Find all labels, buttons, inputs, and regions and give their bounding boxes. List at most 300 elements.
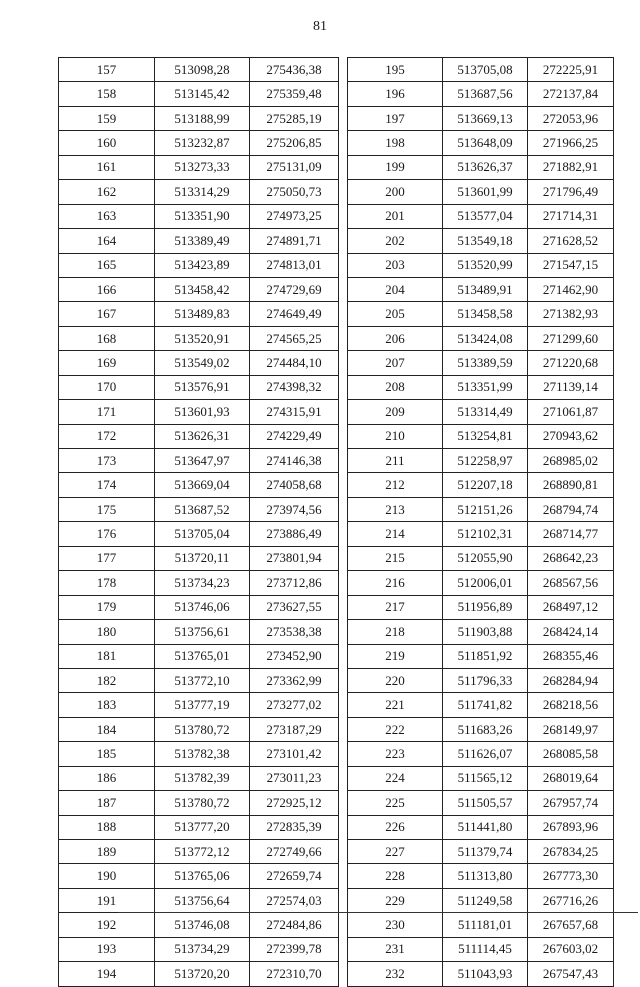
point-number-cell: 228 (348, 864, 443, 888)
y-coordinate-cell: 267957,74 (528, 791, 614, 815)
y-coordinate-cell: 273627,55 (250, 595, 339, 619)
point-number-cell: 222 (348, 717, 443, 741)
x-coordinate-cell: 513626,37 (443, 155, 528, 179)
y-coordinate-cell: 272484,86 (250, 913, 339, 937)
table-row (59, 864, 339, 888)
point-number-cell: 207 (348, 351, 443, 375)
y-coordinate-cell: 267603,02 (528, 937, 614, 961)
table-row (59, 351, 339, 375)
x-coordinate-cell: 513489,91 (443, 277, 528, 301)
point-number-cell: 187 (59, 791, 155, 815)
x-coordinate-cell: 513705,08 (443, 58, 528, 82)
y-coordinate-cell: 268794,74 (528, 497, 614, 521)
table-row (59, 620, 339, 644)
x-coordinate-cell: 513273,33 (155, 155, 250, 179)
y-coordinate-cell: 271796,49 (528, 180, 614, 204)
table-row (59, 717, 339, 741)
point-number-cell: 179 (59, 595, 155, 619)
x-coordinate-cell: 513424,08 (443, 326, 528, 350)
x-coordinate-cell: 513687,56 (443, 82, 528, 106)
y-coordinate-cell: 267834,25 (528, 840, 614, 864)
table-row (348, 571, 614, 595)
point-number-cell: 217 (348, 595, 443, 619)
table-row (348, 326, 614, 350)
y-coordinate-cell: 275359,48 (250, 82, 339, 106)
point-number-cell: 184 (59, 717, 155, 741)
table-row (59, 595, 339, 619)
x-coordinate-cell: 513780,72 (155, 791, 250, 815)
y-coordinate-cell: 267773,30 (528, 864, 614, 888)
table-row (348, 864, 614, 888)
x-coordinate-cell: 513254,81 (443, 424, 528, 448)
table-row (59, 326, 339, 350)
table-row (348, 449, 614, 473)
y-coordinate-cell: 273362,99 (250, 668, 339, 692)
y-coordinate-cell: 273974,56 (250, 497, 339, 521)
x-coordinate-cell: 511903,88 (443, 620, 528, 644)
y-coordinate-cell: 268019,64 (528, 766, 614, 790)
y-coordinate-cell: 268714,77 (528, 522, 614, 546)
y-coordinate-cell: 271966,25 (528, 131, 614, 155)
x-coordinate-cell: 513351,90 (155, 204, 250, 228)
y-coordinate-cell: 268355,46 (528, 644, 614, 668)
x-coordinate-cell: 513577,04 (443, 204, 528, 228)
point-number-cell: 219 (348, 644, 443, 668)
x-coordinate-cell: 513756,61 (155, 620, 250, 644)
x-coordinate-cell: 513626,31 (155, 424, 250, 448)
point-number-cell: 163 (59, 204, 155, 228)
point-number-cell: 169 (59, 351, 155, 375)
point-number-cell: 168 (59, 326, 155, 350)
x-coordinate-cell: 513314,29 (155, 180, 250, 204)
x-coordinate-cell: 511683,26 (443, 717, 528, 741)
table-row (348, 473, 614, 497)
x-coordinate-cell: 513520,91 (155, 326, 250, 350)
point-number-cell: 209 (348, 400, 443, 424)
table-row (59, 937, 339, 961)
x-coordinate-cell: 513720,20 (155, 962, 250, 986)
x-coordinate-cell: 513765,01 (155, 644, 250, 668)
point-number-cell: 230 (348, 913, 443, 937)
point-number-cell: 210 (348, 424, 443, 448)
point-number-cell: 183 (59, 693, 155, 717)
point-number-cell: 182 (59, 668, 155, 692)
point-number-cell: 201 (348, 204, 443, 228)
point-number-cell: 193 (59, 937, 155, 961)
x-coordinate-cell: 512102,31 (443, 522, 528, 546)
point-number-cell: 174 (59, 473, 155, 497)
point-number-cell: 224 (348, 766, 443, 790)
point-number-cell: 229 (348, 888, 443, 912)
y-coordinate-cell: 273101,42 (250, 742, 339, 766)
table-row (59, 302, 339, 326)
y-coordinate-cell: 268985,02 (528, 449, 614, 473)
y-coordinate-cell: 274813,01 (250, 253, 339, 277)
point-number-cell: 213 (348, 497, 443, 521)
point-number-cell: 162 (59, 180, 155, 204)
point-number-cell: 194 (59, 962, 155, 986)
y-coordinate-cell: 274565,25 (250, 326, 339, 350)
point-number-cell: 159 (59, 106, 155, 130)
point-number-cell: 212 (348, 473, 443, 497)
table-row (348, 155, 614, 179)
point-number-cell: 206 (348, 326, 443, 350)
y-coordinate-cell: 275436,38 (250, 58, 339, 82)
table-row (348, 277, 614, 301)
point-number-cell: 185 (59, 742, 155, 766)
table-row (59, 571, 339, 595)
x-coordinate-cell: 513489,83 (155, 302, 250, 326)
y-coordinate-cell: 271547,15 (528, 253, 614, 277)
x-coordinate-cell: 511043,93 (443, 962, 528, 986)
table-row (59, 815, 339, 839)
table-row (348, 913, 614, 937)
table-row (59, 962, 339, 986)
table-row (59, 131, 339, 155)
table-row (59, 424, 339, 448)
y-coordinate-cell: 271714,31 (528, 204, 614, 228)
point-number-cell: 170 (59, 375, 155, 399)
table-row (348, 229, 614, 253)
y-coordinate-cell: 275206,85 (250, 131, 339, 155)
y-coordinate-cell: 271139,14 (528, 375, 614, 399)
x-coordinate-cell: 512055,90 (443, 546, 528, 570)
y-coordinate-cell: 272835,39 (250, 815, 339, 839)
x-coordinate-cell: 511114,45 (443, 937, 528, 961)
table-row (59, 766, 339, 790)
x-coordinate-cell: 513232,87 (155, 131, 250, 155)
page-number: 81 (313, 19, 327, 34)
x-coordinate-cell: 513734,29 (155, 937, 250, 961)
table-row (348, 58, 614, 82)
x-coordinate-cell: 513772,10 (155, 668, 250, 692)
x-coordinate-cell: 513423,89 (155, 253, 250, 277)
table-row (348, 668, 614, 692)
page-bottom-edge (118, 912, 638, 913)
table-row (59, 180, 339, 204)
x-coordinate-cell: 512151,26 (443, 497, 528, 521)
point-number-cell: 221 (348, 693, 443, 717)
x-coordinate-cell: 513601,93 (155, 400, 250, 424)
y-coordinate-cell: 268890,81 (528, 473, 614, 497)
table-row (348, 180, 614, 204)
y-coordinate-cell: 271061,87 (528, 400, 614, 424)
table-row (348, 962, 614, 986)
x-coordinate-cell: 512006,01 (443, 571, 528, 595)
x-coordinate-cell: 513782,38 (155, 742, 250, 766)
table-row (59, 449, 339, 473)
point-number-cell: 192 (59, 913, 155, 937)
table-row (348, 497, 614, 521)
point-number-cell: 203 (348, 253, 443, 277)
x-coordinate-cell: 513549,18 (443, 229, 528, 253)
table-row (348, 742, 614, 766)
table-row (59, 204, 339, 228)
y-coordinate-cell: 270943,62 (528, 424, 614, 448)
table-row (59, 400, 339, 424)
table-row (348, 595, 614, 619)
y-coordinate-cell: 273452,90 (250, 644, 339, 668)
y-coordinate-cell: 274229,49 (250, 424, 339, 448)
table-row (59, 522, 339, 546)
point-number-cell: 199 (348, 155, 443, 179)
y-coordinate-cell: 273538,38 (250, 620, 339, 644)
x-coordinate-cell: 513705,04 (155, 522, 250, 546)
table-row (59, 253, 339, 277)
y-coordinate-cell: 274398,32 (250, 375, 339, 399)
y-coordinate-cell: 274729,69 (250, 277, 339, 301)
table-row (348, 375, 614, 399)
table-row (348, 815, 614, 839)
y-coordinate-cell: 275285,19 (250, 106, 339, 130)
x-coordinate-cell: 513765,06 (155, 864, 250, 888)
point-number-cell: 178 (59, 571, 155, 595)
x-coordinate-cell: 513734,23 (155, 571, 250, 595)
y-coordinate-cell: 268085,58 (528, 742, 614, 766)
y-coordinate-cell: 268424,14 (528, 620, 614, 644)
point-number-cell: 216 (348, 571, 443, 595)
table-row (59, 58, 339, 82)
y-coordinate-cell: 273712,86 (250, 571, 339, 595)
table-row (59, 742, 339, 766)
x-coordinate-cell: 512207,18 (443, 473, 528, 497)
y-coordinate-cell: 271220,68 (528, 351, 614, 375)
x-coordinate-cell: 511956,89 (443, 595, 528, 619)
point-number-cell: 189 (59, 840, 155, 864)
y-coordinate-cell: 272137,84 (528, 82, 614, 106)
point-number-cell: 191 (59, 888, 155, 912)
x-coordinate-cell: 513145,42 (155, 82, 250, 106)
x-coordinate-cell: 513777,19 (155, 693, 250, 717)
point-number-cell: 211 (348, 449, 443, 473)
table-row (59, 693, 339, 717)
table-row (348, 840, 614, 864)
y-coordinate-cell: 274649,49 (250, 302, 339, 326)
y-coordinate-cell: 272574,03 (250, 888, 339, 912)
y-coordinate-cell: 271382,93 (528, 302, 614, 326)
x-coordinate-cell: 513746,06 (155, 595, 250, 619)
x-coordinate-cell: 511313,80 (443, 864, 528, 888)
y-coordinate-cell: 268218,56 (528, 693, 614, 717)
table-row (348, 204, 614, 228)
x-coordinate-cell: 513777,20 (155, 815, 250, 839)
point-number-cell: 166 (59, 277, 155, 301)
table-row (348, 620, 614, 644)
x-coordinate-cell: 513669,04 (155, 473, 250, 497)
y-coordinate-cell: 271462,90 (528, 277, 614, 301)
x-coordinate-cell: 513782,39 (155, 766, 250, 790)
y-coordinate-cell: 272310,70 (250, 962, 339, 986)
y-coordinate-cell: 268497,12 (528, 595, 614, 619)
point-number-cell: 165 (59, 253, 155, 277)
y-coordinate-cell: 268567,56 (528, 571, 614, 595)
table-row (348, 253, 614, 277)
x-coordinate-cell: 513647,97 (155, 449, 250, 473)
y-coordinate-cell: 273011,23 (250, 766, 339, 790)
y-coordinate-cell: 274315,91 (250, 400, 339, 424)
table-row (59, 888, 339, 912)
table-row (348, 131, 614, 155)
y-coordinate-cell: 267657,68 (528, 913, 614, 937)
table-row (348, 693, 614, 717)
table-row (348, 766, 614, 790)
x-coordinate-cell: 513458,42 (155, 277, 250, 301)
point-number-cell: 190 (59, 864, 155, 888)
y-coordinate-cell: 272399,78 (250, 937, 339, 961)
table-row (348, 106, 614, 130)
table-row (348, 82, 614, 106)
point-number-cell: 160 (59, 131, 155, 155)
table-row (348, 351, 614, 375)
x-coordinate-cell: 511626,07 (443, 742, 528, 766)
x-coordinate-cell: 513098,28 (155, 58, 250, 82)
x-coordinate-cell: 513576,91 (155, 375, 250, 399)
table-row (348, 546, 614, 570)
x-coordinate-cell: 513389,49 (155, 229, 250, 253)
point-number-cell: 181 (59, 644, 155, 668)
table-row (59, 546, 339, 570)
x-coordinate-cell: 513648,09 (443, 131, 528, 155)
table-row (59, 913, 339, 937)
x-coordinate-cell: 513756,64 (155, 888, 250, 912)
table-row (59, 375, 339, 399)
table-row (59, 106, 339, 130)
point-number-cell: 200 (348, 180, 443, 204)
y-coordinate-cell: 274973,25 (250, 204, 339, 228)
table-row (59, 668, 339, 692)
y-coordinate-cell: 267547,43 (528, 962, 614, 986)
point-number-cell: 205 (348, 302, 443, 326)
point-number-cell: 232 (348, 962, 443, 986)
x-coordinate-cell: 513520,99 (443, 253, 528, 277)
y-coordinate-cell: 273187,29 (250, 717, 339, 741)
x-coordinate-cell: 513351,99 (443, 375, 528, 399)
point-number-cell: 164 (59, 229, 155, 253)
y-coordinate-cell: 274058,68 (250, 473, 339, 497)
y-coordinate-cell: 273277,02 (250, 693, 339, 717)
y-coordinate-cell: 274146,38 (250, 449, 339, 473)
point-number-cell: 225 (348, 791, 443, 815)
x-coordinate-cell: 511181,01 (443, 913, 528, 937)
table-row (348, 522, 614, 546)
table-row (348, 302, 614, 326)
x-coordinate-cell: 511505,57 (443, 791, 528, 815)
table-row (59, 277, 339, 301)
x-coordinate-cell: 511565,12 (443, 766, 528, 790)
x-coordinate-cell: 513549,02 (155, 351, 250, 375)
table-row (348, 400, 614, 424)
table-row (59, 840, 339, 864)
table-row (59, 497, 339, 521)
table-row (59, 82, 339, 106)
y-coordinate-cell: 272053,96 (528, 106, 614, 130)
table-row (348, 791, 614, 815)
x-coordinate-cell: 513458,58 (443, 302, 528, 326)
point-number-cell: 208 (348, 375, 443, 399)
y-coordinate-cell: 275131,09 (250, 155, 339, 179)
y-coordinate-cell: 271882,91 (528, 155, 614, 179)
point-number-cell: 180 (59, 620, 155, 644)
y-coordinate-cell: 274484,10 (250, 351, 339, 375)
x-coordinate-cell: 513188,99 (155, 106, 250, 130)
y-coordinate-cell: 272659,74 (250, 864, 339, 888)
y-coordinate-cell: 272749,66 (250, 840, 339, 864)
x-coordinate-cell: 513601,99 (443, 180, 528, 204)
point-number-cell: 204 (348, 277, 443, 301)
point-number-cell: 227 (348, 840, 443, 864)
point-number-cell: 161 (59, 155, 155, 179)
x-coordinate-cell: 513687,52 (155, 497, 250, 521)
point-number-cell: 157 (59, 58, 155, 82)
x-coordinate-cell: 511851,92 (443, 644, 528, 668)
y-coordinate-cell: 271628,52 (528, 229, 614, 253)
y-coordinate-cell: 275050,73 (250, 180, 339, 204)
table-row (348, 937, 614, 961)
y-coordinate-cell: 273886,49 (250, 522, 339, 546)
x-coordinate-cell: 513780,72 (155, 717, 250, 741)
x-coordinate-cell: 511796,33 (443, 668, 528, 692)
x-coordinate-cell: 511441,80 (443, 815, 528, 839)
table-row (59, 229, 339, 253)
x-coordinate-cell: 513669,13 (443, 106, 528, 130)
point-number-cell: 215 (348, 546, 443, 570)
point-number-cell: 214 (348, 522, 443, 546)
point-number-cell: 158 (59, 82, 155, 106)
table-row (59, 644, 339, 668)
point-number-cell: 167 (59, 302, 155, 326)
point-number-cell: 218 (348, 620, 443, 644)
x-coordinate-cell: 511379,74 (443, 840, 528, 864)
table-row (348, 644, 614, 668)
y-coordinate-cell: 273801,94 (250, 546, 339, 570)
point-number-cell: 171 (59, 400, 155, 424)
point-number-cell: 175 (59, 497, 155, 521)
table-row (59, 791, 339, 815)
x-coordinate-cell: 511741,82 (443, 693, 528, 717)
point-number-cell: 188 (59, 815, 155, 839)
y-coordinate-cell: 267893,96 (528, 815, 614, 839)
point-number-cell: 231 (348, 937, 443, 961)
y-coordinate-cell: 274891,71 (250, 229, 339, 253)
point-number-cell: 195 (348, 58, 443, 82)
y-coordinate-cell: 268149,97 (528, 717, 614, 741)
coordinates-table-right (347, 57, 614, 987)
x-coordinate-cell: 511249,58 (443, 888, 528, 912)
point-number-cell: 172 (59, 424, 155, 448)
point-number-cell: 186 (59, 766, 155, 790)
x-coordinate-cell: 513389,59 (443, 351, 528, 375)
x-coordinate-cell: 513314,49 (443, 400, 528, 424)
table-row (348, 717, 614, 741)
y-coordinate-cell: 272225,91 (528, 58, 614, 82)
point-number-cell: 198 (348, 131, 443, 155)
point-number-cell: 220 (348, 668, 443, 692)
point-number-cell: 173 (59, 449, 155, 473)
x-coordinate-cell: 513772,12 (155, 840, 250, 864)
point-number-cell: 226 (348, 815, 443, 839)
y-coordinate-cell: 267716,26 (528, 888, 614, 912)
table-row (348, 888, 614, 912)
x-coordinate-cell: 512258,97 (443, 449, 528, 473)
x-coordinate-cell: 513720,11 (155, 546, 250, 570)
y-coordinate-cell: 268284,94 (528, 668, 614, 692)
table-row (59, 155, 339, 179)
y-coordinate-cell: 268642,23 (528, 546, 614, 570)
point-number-cell: 197 (348, 106, 443, 130)
y-coordinate-cell: 272925,12 (250, 791, 339, 815)
point-number-cell: 223 (348, 742, 443, 766)
table-row (348, 424, 614, 448)
